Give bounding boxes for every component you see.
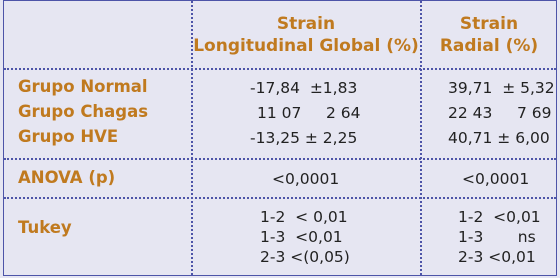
cell-normal-longitudinal: -17,84 ±1,83 [250, 79, 358, 97]
cell-tukey-radial-2: 1-3 ns [458, 228, 536, 246]
row-divider-anova [4, 197, 556, 199]
results-table [3, 0, 557, 276]
cell-tukey-radial-1: 1-2 <0,01 [458, 208, 541, 226]
cell-chagas-longitudinal: 11 07 2 64 [257, 104, 361, 122]
cell-tukey-longitudinal-3: 2-3 <(0,05) [260, 248, 350, 266]
row-label-anova: ANOVA (p) [18, 168, 116, 187]
cell-normal-radial: 39,71 ± 5,32 [448, 79, 555, 97]
row-label-grupo-hve: Grupo HVE [18, 127, 119, 146]
cell-chagas-radial: 22 43 7 69 [448, 104, 552, 122]
cell-hve-radial: 40,71 ± 6,00 [448, 129, 550, 147]
cell-hve-longitudinal: -13,25 ± 2,25 [250, 129, 358, 147]
header-strain-longitudinal [193, 13, 419, 57]
cell-anova-radial: <0,0001 [462, 170, 530, 188]
cell-tukey-radial-3: 2-3 <0,01 [458, 248, 536, 266]
row-label-grupo-chagas: Grupo Chagas [18, 102, 149, 121]
cell-tukey-longitudinal-2: 1-3 <0,01 [260, 228, 343, 246]
row-label-grupo-normal: Grupo Normal [18, 77, 148, 96]
row-label-tukey: Tukey [18, 218, 72, 237]
cell-tukey-longitudinal-1: 1-2 < 0,01 [260, 208, 348, 226]
row-divider-header [4, 68, 556, 70]
header-line: Longitudinal Global (%) [193, 36, 419, 56]
row-divider-groups [4, 158, 556, 160]
header-line: Strain [276, 14, 336, 34]
header-line: Strain [459, 14, 519, 34]
cell-anova-longitudinal: <0,0001 [272, 170, 340, 188]
header-strain-radial [422, 13, 556, 57]
header-line: Radial (%) [439, 36, 539, 56]
